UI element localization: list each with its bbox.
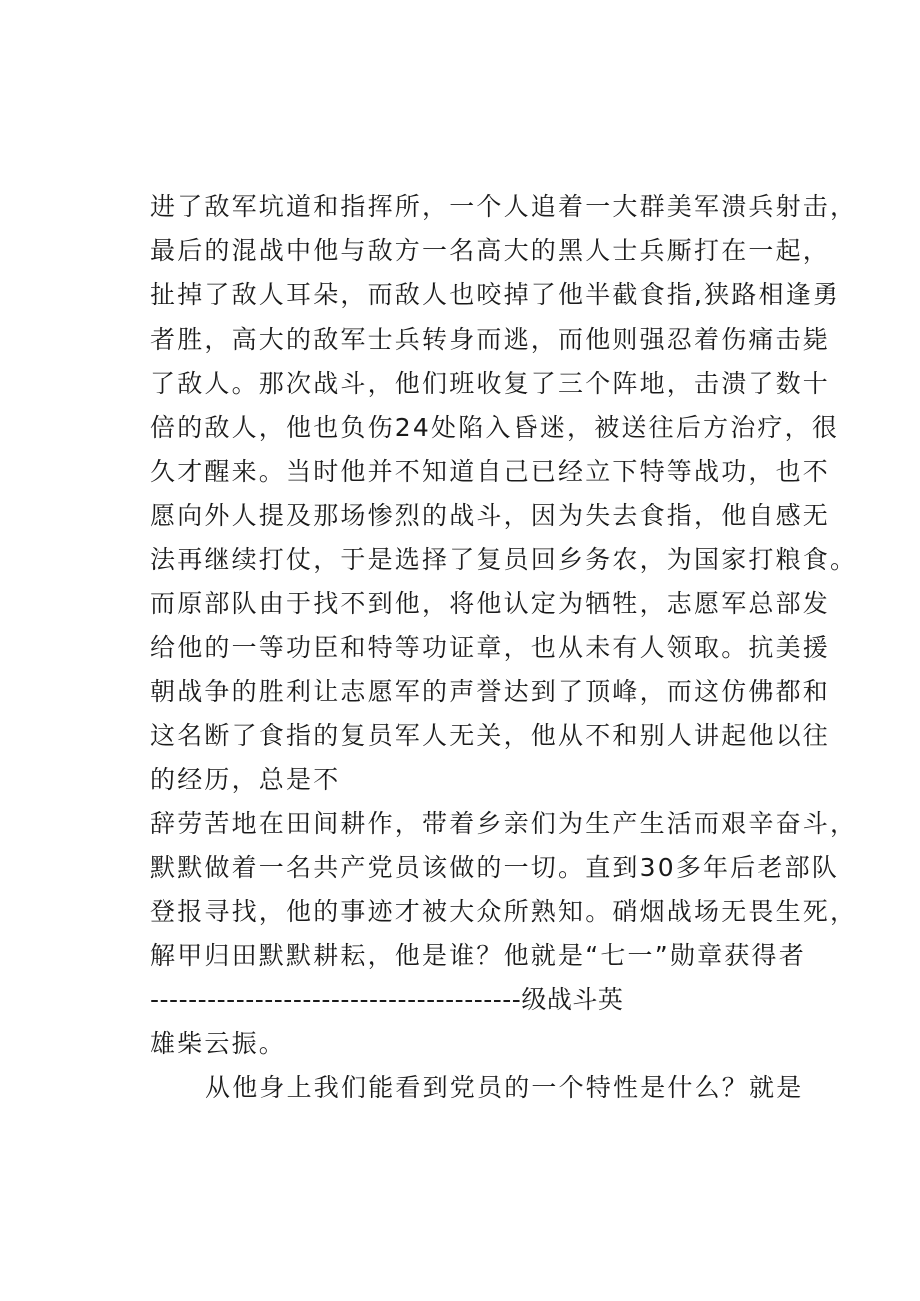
text-line: 愿向外人提及那场惨烈的战斗，因为失去食指，他自感无 bbox=[150, 501, 831, 530]
text-line: 而原部队由于找不到他，将他认定为牺牲，志愿军总部发 bbox=[150, 589, 831, 618]
text-line: 的经历，总是不 bbox=[150, 765, 341, 794]
text-line: 解甲归田默默耕耘，他是谁？他就是“七一”勋章获得者 bbox=[150, 941, 806, 970]
text-line: 最后的混战中他与敌方一名高大的黑人士兵厮打在一起， bbox=[150, 236, 831, 265]
text-line: 登报寻找，他的事迹才被大众所熟知。硝烟战场无畏生死， bbox=[150, 897, 858, 926]
text-line: 辞劳苦地在田间耕作，带着乡亲们为生产生活而艰辛奋斗， bbox=[150, 809, 858, 838]
text-line: 法再继续打仗，于是选择了复员回乡务农，为国家打粮食。 bbox=[150, 545, 858, 574]
text-line: 倍的敌人，他也负伤24处陷入昏迷，被送往后方治疗，很 bbox=[150, 413, 840, 442]
text-line: 这名断了食指的复员军人无关，他从不和别人讲起他以往 bbox=[150, 721, 831, 750]
text-line: 雄柴云振。 bbox=[150, 1029, 287, 1058]
paragraph-first-line: 从他身上我们能看到党员的一个特性是什么？就是 bbox=[205, 1073, 804, 1102]
text-line: 了敌人。那次战斗，他们班收复了三个阵地，击溃了数十 bbox=[150, 369, 831, 398]
text-line: 扯掉了敌人耳朵，而敌人也咬掉了他半截食指,狭路相逢勇 bbox=[150, 280, 841, 309]
text-line: ---------------------------------------级战斗英 bbox=[150, 985, 624, 1014]
text-line: 进了敌军坑道和指挥所，一个人追着一大群美军溃兵射击， bbox=[150, 192, 858, 221]
text-line: 给他的一等功臣和特等功证章，也从未有人领取。抗美援 bbox=[150, 633, 831, 662]
text-line: 朝战争的胜利让志愿军的声誉达到了顶峰，而这仿佛都和 bbox=[150, 677, 831, 706]
text-line: 默默做着一名共产党员该做的一切。直到30多年后老部队 bbox=[150, 853, 840, 882]
text-line: 者胜，高大的敌军士兵转身而逃，而他则强忍着伤痛击毙 bbox=[150, 325, 831, 354]
text-line: 久才醒来。当时他并不知道自己已经立下特等战功，也不 bbox=[150, 457, 831, 486]
